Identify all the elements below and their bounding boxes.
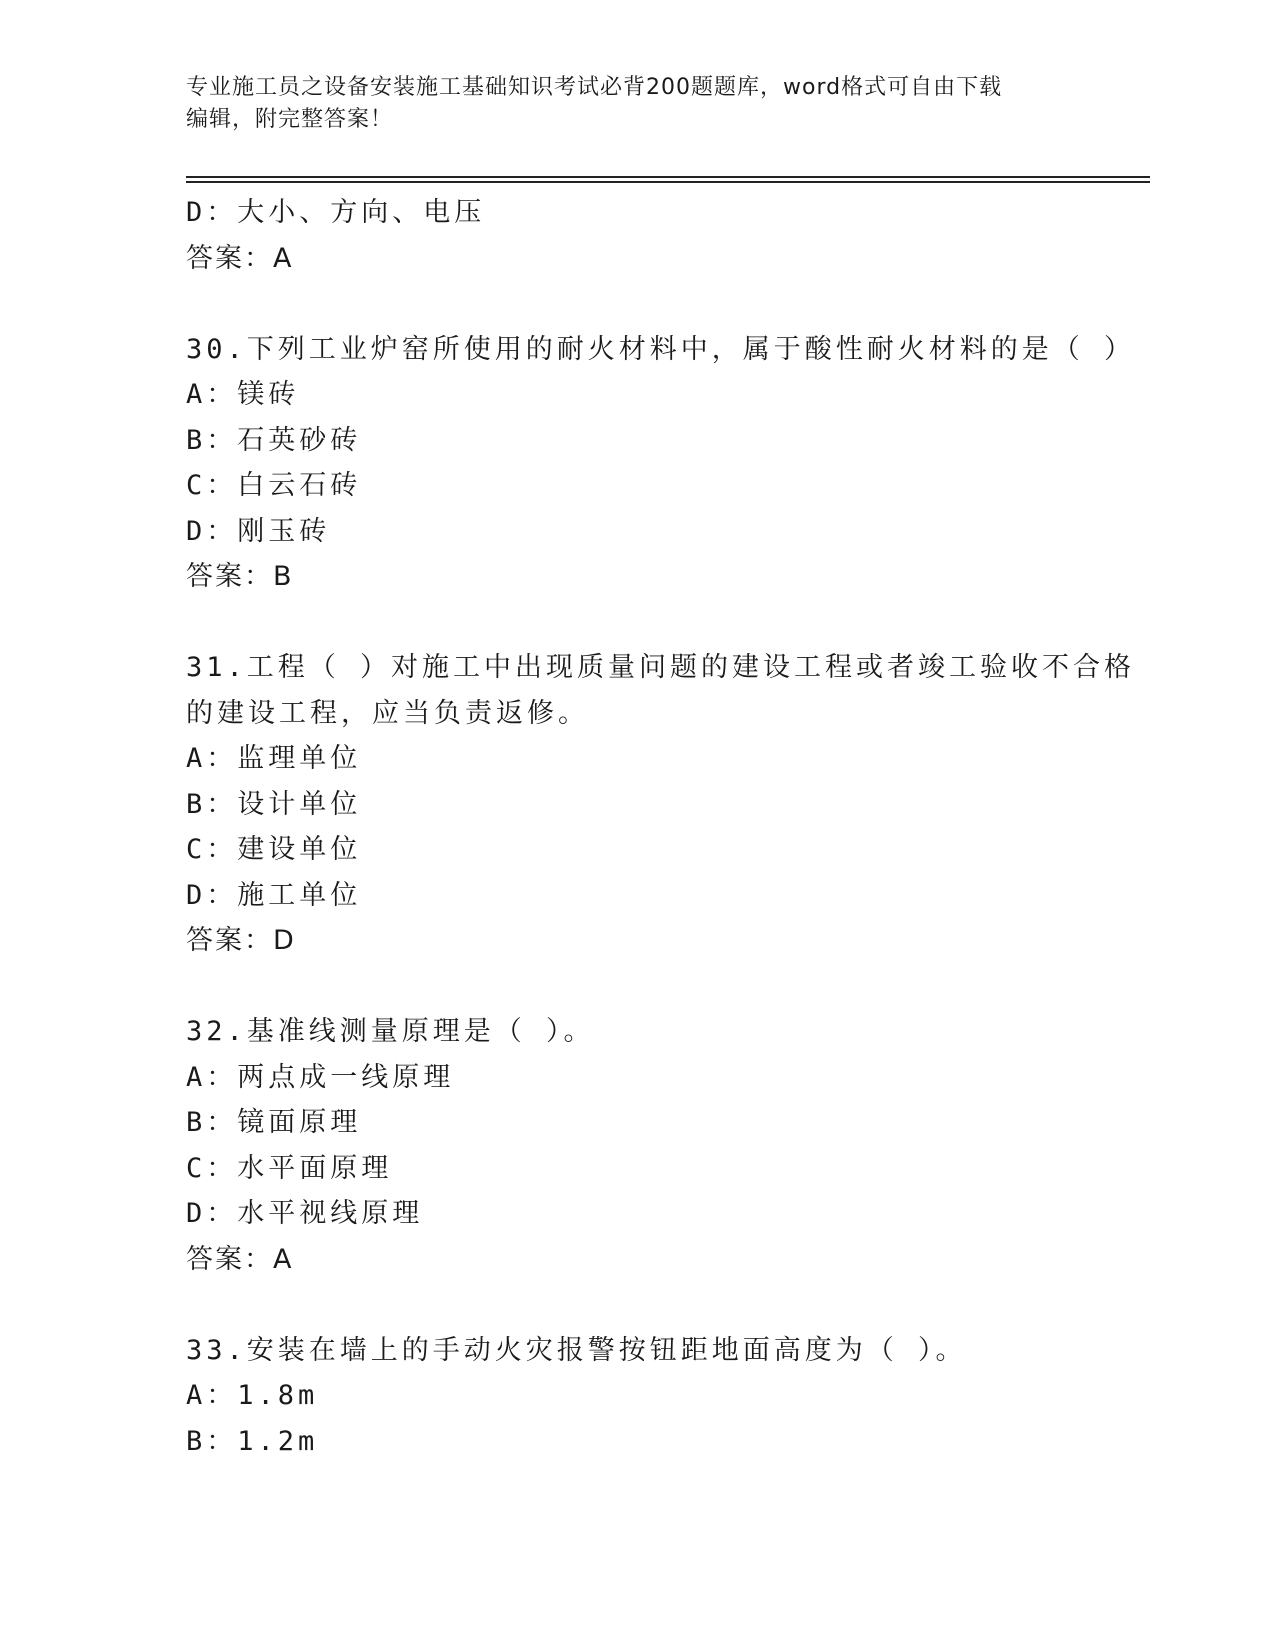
answer-line: 答案：B: [186, 561, 294, 592]
option-b: B：1.2m: [186, 1425, 319, 1457]
spacer: [186, 281, 1086, 327]
option-a: A：1.8m: [186, 1380, 319, 1411]
answer-line: 答案：A: [186, 1243, 294, 1275]
option-a: A：两点成一线原理: [186, 1061, 455, 1093]
question-title: 30.下列工业炉窑所使用的耐火材料中，属于酸性耐火材料的是（ ）: [186, 333, 1136, 365]
question-title-line-1: 31.工程（ ）对施工中出现质量问题的建设工程或者竣工验收不合格: [186, 652, 1136, 683]
header-divider-top: [186, 176, 1150, 178]
option-d: D：施工单位: [186, 879, 362, 911]
option-a: A：镁砖: [186, 379, 300, 410]
option-c: C：水平面原理: [186, 1152, 393, 1184]
document-header: [186, 72, 1066, 136]
question-title-line-2: 的建设工程，应当负责返修。: [186, 697, 589, 729]
header-divider-bottom: [186, 181, 1150, 183]
option-d: D：大小、方向、电压: [186, 197, 486, 228]
option-b: B：镜面原理: [186, 1107, 362, 1138]
spacer: [186, 600, 1086, 646]
question-30: [186, 327, 1136, 600]
answer-line: 答案：D: [186, 925, 296, 956]
spacer: [186, 1282, 1086, 1328]
option-b: B：石英砂砖: [186, 424, 362, 456]
option-a: A：监理单位: [186, 743, 362, 774]
question-32: [186, 1009, 1086, 1282]
question-title: 32.基准线测量原理是（ ）。: [186, 1016, 595, 1047]
option-d: D：刚玉砖: [186, 515, 331, 547]
spacer: [186, 964, 1086, 1010]
question-31: [186, 645, 1136, 964]
header-line-1: 专业施工员之设备安装施工基础知识考试必背200题题库，word格式可自由下载: [186, 75, 1003, 100]
option-d: D：水平视线原理: [186, 1198, 424, 1229]
question-list: [186, 190, 1136, 1464]
option-c: C：建设单位: [186, 834, 362, 865]
question-33: [186, 1328, 1086, 1465]
option-b: B：设计单位: [186, 788, 362, 820]
header-line-2: 编辑，附完整答案！: [186, 107, 394, 132]
answer-line: 答案：A: [186, 242, 294, 274]
option-c: C：白云石砖: [186, 470, 362, 501]
question-title: 33.安装在墙上的手动火灾报警按钮距地面高度为（ ）。: [186, 1334, 967, 1366]
